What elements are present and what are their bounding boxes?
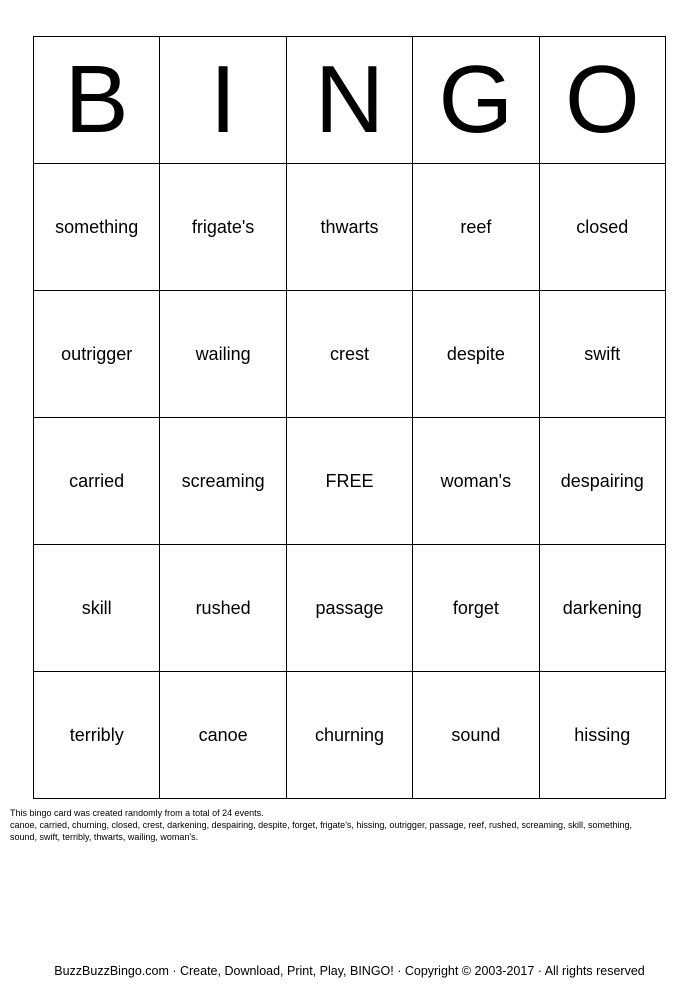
bingo-cell: darkening [539, 545, 665, 672]
bingo-cell: closed [539, 164, 665, 291]
bingo-cell: screaming [160, 418, 286, 545]
bingo-cell: canoe [160, 672, 286, 799]
bingo-cell: carried [34, 418, 160, 545]
bingo-cell: outrigger [34, 291, 160, 418]
bingo-cell: thwarts [286, 164, 412, 291]
bingo-cell: swift [539, 291, 665, 418]
bingo-cell: churning [286, 672, 412, 799]
bingo-header-row [34, 37, 666, 164]
header-letter-g: G [413, 37, 539, 164]
bingo-row [34, 672, 666, 799]
bingo-cell: woman's [413, 418, 539, 545]
bingo-row [34, 545, 666, 672]
free-space-cell: FREE [286, 418, 412, 545]
bingo-cell: skill [34, 545, 160, 672]
bingo-cell: crest [286, 291, 412, 418]
bingo-cell: terribly [34, 672, 160, 799]
bingo-cell: sound [413, 672, 539, 799]
header-letter-i: I [160, 37, 286, 164]
bingo-cell: passage [286, 545, 412, 672]
bingo-row [34, 418, 666, 545]
bingo-row [34, 291, 666, 418]
bingo-cell: frigate's [160, 164, 286, 291]
bingo-cell: rushed [160, 545, 286, 672]
footer-copyright: BuzzBuzzBingo.com · Create, Download, Print, Play, BINGO! · Copyright © 2003-2017 · All rights reserved [54, 964, 645, 978]
event-words-line: sound, swift, terribly, thwarts, wailing, woman's. [10, 832, 199, 842]
bingo-cell: despairing [539, 418, 665, 545]
event-count-text: This bingo card was created randomly from a total of 24 events. [10, 808, 264, 818]
bingo-row [34, 164, 666, 291]
event-words-line: canoe, carried, churning, closed, crest, darkening, despairing, despite, forget, frigate's, hissing, outrigger, passage, reef, rushed, screaming, skill, something, [10, 820, 633, 830]
bingo-cell: something [34, 164, 160, 291]
bingo-cell: hissing [539, 672, 665, 799]
bingo-cell: despite [413, 291, 539, 418]
bingo-cell: wailing [160, 291, 286, 418]
header-letter-n: N [286, 37, 412, 164]
bingo-cell: reef [413, 164, 539, 291]
bingo-cell: forget [413, 545, 539, 672]
header-letter-o: O [539, 37, 665, 164]
bingo-card [33, 36, 666, 799]
header-letter-b: B [34, 37, 160, 164]
event-list-note [10, 807, 680, 843]
